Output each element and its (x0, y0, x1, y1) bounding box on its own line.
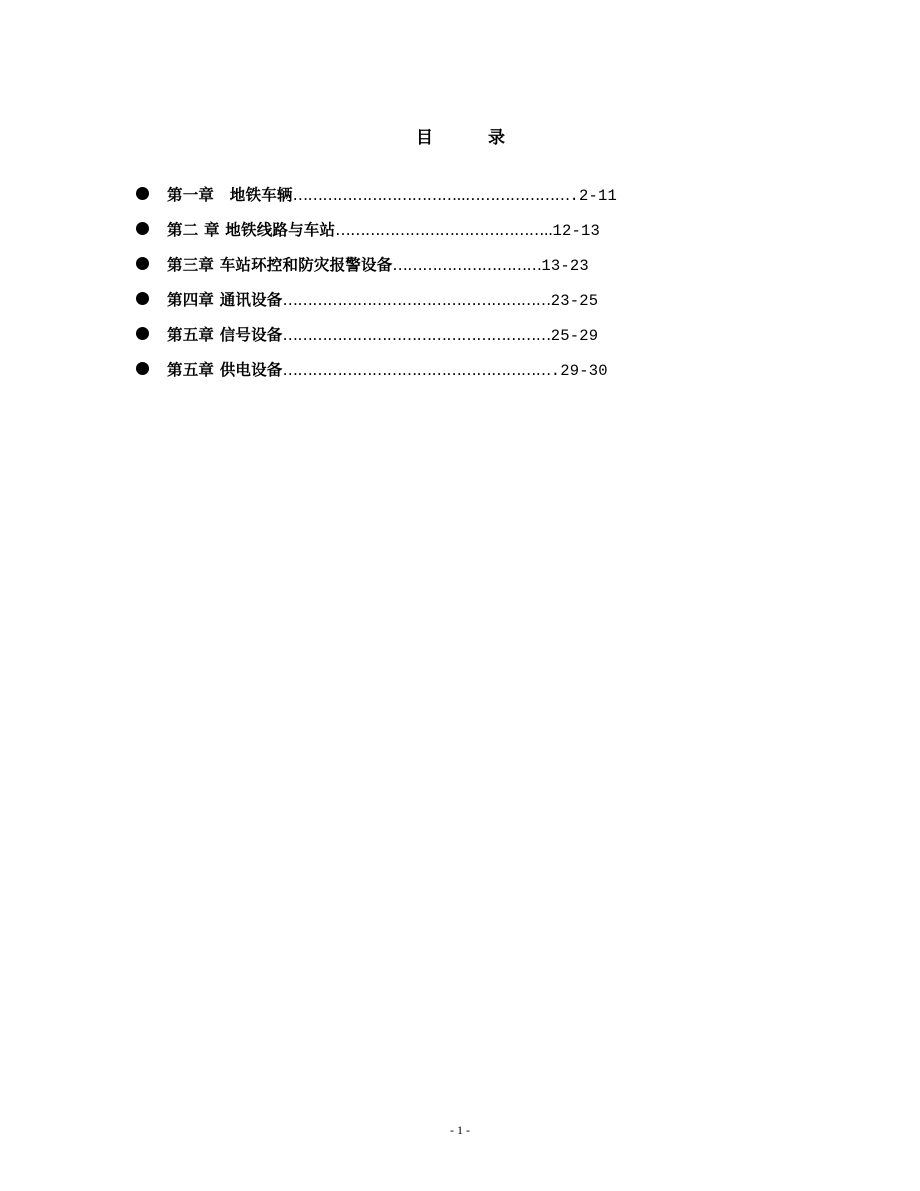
toc-item-1[interactable] (136, 180, 836, 215)
toc-title-char-2: 录 (488, 128, 505, 148)
page-range: 25-29 (550, 327, 599, 345)
toc-entry (167, 215, 600, 245)
dot-leader: ……………………………………………… (282, 291, 551, 309)
chapter-title: 第五章 供电设备 (167, 361, 283, 379)
page-range: 23-25 (550, 292, 599, 310)
chapter-title: 第二 章 地铁线路与车站 (167, 221, 336, 239)
dot-leader: …………………………………….. (335, 221, 553, 239)
page-range: 12-13 (552, 222, 600, 240)
toc-item-5[interactable] (136, 320, 836, 355)
page-range: .2-11 (569, 187, 617, 205)
toc-list (136, 180, 836, 390)
page-number: - 1 - (450, 1123, 470, 1137)
toc-item-6[interactable] (136, 355, 836, 390)
toc-title (0, 127, 920, 149)
bullet-icon (136, 257, 149, 270)
toc-item-3[interactable] (136, 250, 836, 285)
dot-leader: ……………………………………………… (282, 361, 551, 379)
chapter-title: 第三章 车站环控和防灾报警设备 (167, 256, 393, 274)
dot-leader: ……………………………………………… (282, 326, 551, 344)
toc-entry (167, 180, 617, 210)
bullet-icon (136, 362, 149, 375)
chapter-title: 第四章 通讯设备 (167, 291, 283, 309)
chapter-title: 第五章 信号设备 (167, 326, 283, 344)
page-range: 13-23 (541, 257, 589, 275)
toc-entry (167, 320, 598, 350)
dot-leader: ……………………………..………………… (292, 186, 570, 204)
page-range: .29-30 (550, 362, 608, 380)
toc-entry (167, 250, 589, 280)
bullet-icon (136, 222, 149, 235)
toc-item-2[interactable] (136, 215, 836, 250)
toc-entry (167, 285, 598, 315)
toc-title-char-1: 目 (416, 128, 433, 148)
bullet-icon (136, 292, 149, 305)
bullet-icon (136, 187, 149, 200)
toc-item-4[interactable] (136, 285, 836, 320)
toc-entry (167, 355, 608, 385)
bullet-icon (136, 327, 149, 340)
chapter-title: 第一章 地铁车辆 (167, 186, 293, 204)
dot-leader: ………………………… (392, 256, 542, 274)
